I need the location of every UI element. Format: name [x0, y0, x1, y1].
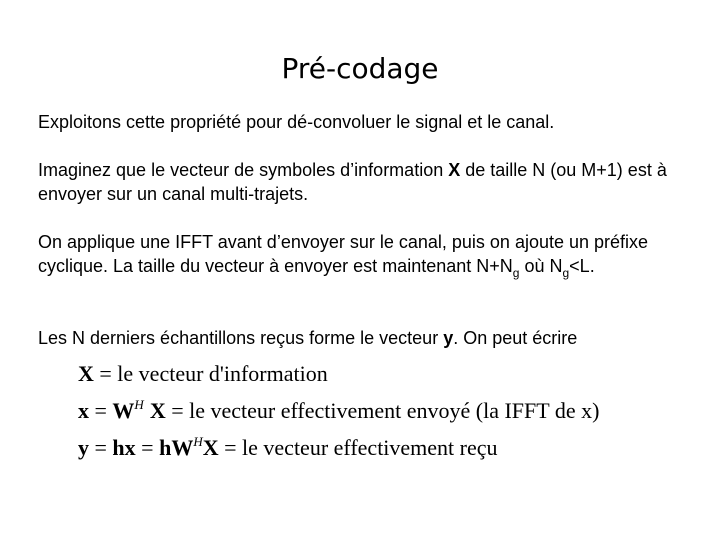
eq-text: =: [89, 435, 113, 460]
eq-symbol: X: [149, 398, 166, 423]
equation-received-vector: [78, 434, 498, 465]
equation-sent-vector: [78, 397, 599, 428]
text: On applique une IFFT avant d’envoyer sur le canal, puis on ajoute un préfixe cyclique. La taille du vecteur à envoyer est maintenant N+N: [38, 232, 649, 276]
eq-symbol: x: [78, 398, 89, 423]
text: . On peut écrire: [453, 328, 578, 348]
eq-symbol: W: [171, 435, 194, 460]
superscript-h: H: [193, 434, 203, 449]
slide-title: Pré-codage: [281, 52, 439, 85]
subscript-g: g: [512, 266, 520, 280]
eq-text: = le vecteur effectivement envoyé (la IFFT de x): [165, 398, 600, 423]
subscript-g: g: [562, 266, 570, 280]
eq-text: =: [89, 398, 113, 423]
eq-symbol: y: [78, 435, 89, 460]
equation-information-vector: [78, 360, 328, 388]
eq-symbol: X: [78, 361, 94, 386]
text: Imaginez que le vecteur de symboles d’information: [38, 160, 449, 180]
paragraph-vector-x: [38, 158, 698, 206]
eq-symbol: X: [202, 435, 219, 460]
eq-symbol: h: [159, 435, 172, 460]
eq-symbol: W: [112, 398, 135, 423]
symbol-y: y: [443, 328, 454, 348]
superscript-h: H: [134, 397, 144, 412]
paragraph-ifft: [38, 230, 698, 280]
eq-text: =: [135, 435, 160, 460]
symbol-x: X: [448, 160, 461, 180]
paragraph-received: [38, 326, 698, 350]
eq-text: = le vecteur effectivement reçu: [218, 435, 498, 460]
text: où N: [519, 256, 563, 276]
eq-text: = le vecteur d'information: [93, 361, 328, 386]
text: <L.: [569, 256, 595, 276]
eq-symbol: hx: [112, 435, 136, 460]
text: Les N derniers échantillons reçus forme le vecteur: [38, 328, 444, 348]
text: de taille N (ou M+1) est à envoyer sur un canal multi-trajets.: [38, 160, 667, 204]
paragraph-intro: Exploitons cette propriété pour dé-convoluer le signal et le canal.: [38, 112, 555, 132]
